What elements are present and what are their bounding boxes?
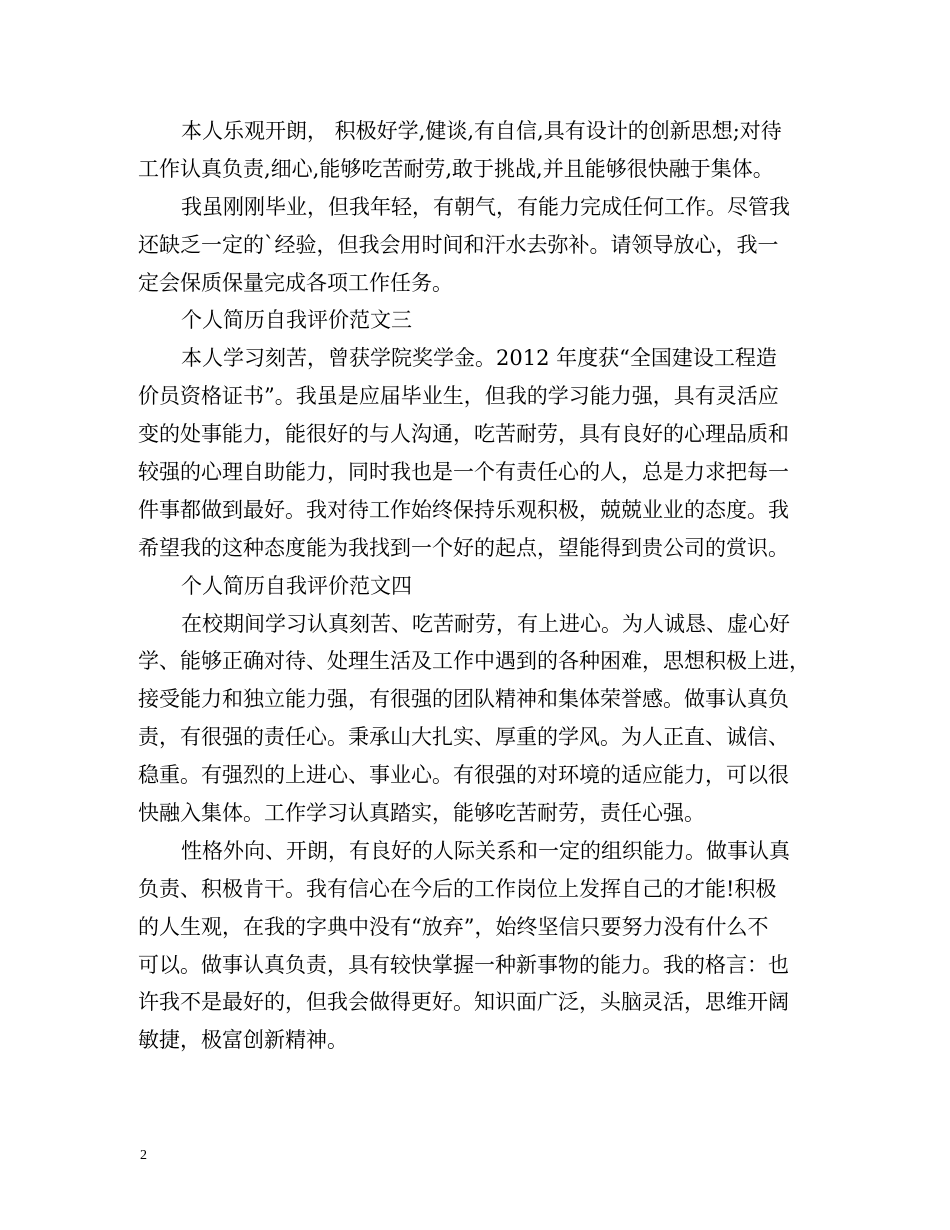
paragraph-line: 学、能够正确对待、处理生活及工作中遇到的各种困难，思想积极上进， [138, 649, 810, 674]
paragraph-line: 本人学习刻苦，曾获学院奖学金。2012 年度获“全国建设工程造 [181, 346, 777, 371]
paragraph-line: 工作认真负责,细心,能够吃苦耐劳,敢于挑战,并且能够很快融于集体。 [138, 156, 774, 181]
section-heading: 个人简历自我评价范文三 [181, 308, 412, 333]
paragraph-line: 可以。做事认真负责，具有较快掌握一种新事物的能力。我的格言：也 [138, 952, 789, 977]
paragraph-line: 敏捷，极富创新精神。 [138, 1028, 348, 1053]
page-number: 2 [140, 1148, 147, 1163]
paragraph-line: 的人生观，在我的字典中没有“放弃”，始终坚信只要努力没有什么不 [138, 914, 769, 939]
paragraph-line: 本人乐观开朗， 积极好学,健谈,有自信,具有设计的创新思想;对待 [181, 119, 782, 143]
paragraph-line: 接受能力和独立能力强，有很强的团队精神和集体荣誉感。做事认真负 [138, 687, 789, 712]
paragraph-line: 我虽刚刚毕业，但我年轻，有朝气，有能力完成任何工作。尽管我 [181, 194, 790, 219]
paragraph-line: 定会保质保量完成各项工作任务。 [138, 270, 453, 295]
paragraph-line: 件事都做到最好。我对待工作始终保持乐观积极，兢兢业业的态度。我 [138, 497, 789, 522]
paragraph-line: 责，有很强的责任心。秉承山大扎实、厚重的学风。为人正直、诚信、 [138, 725, 789, 750]
paragraph-line: 许我不是最好的，但我会做得更好。知识面广泛，头脑灵活，思维开阔 [138, 990, 789, 1015]
paragraph-line: 负责、积极肯干。我有信心在今后的工作岗位上发挥自己的才能!积极 [138, 876, 777, 901]
paragraph-line: 变的处事能力，能很好的与人沟通，吃苦耐劳，具有良好的心理品质和 [138, 422, 789, 447]
paragraph-line: 快融入集体。工作学习认真踏实，能够吃苦耐劳，责任心强。 [138, 801, 705, 826]
document-body [138, 113, 818, 1060]
paragraph-line: 性格外向、开朗，有良好的人际关系和一定的组织能力。做事认真 [181, 838, 790, 863]
section-heading: 个人简历自我评价范文四 [181, 573, 412, 598]
paragraph-line: 稳重。有强烈的上进心、事业心。有很强的对环境的适应能力，可以很 [138, 763, 789, 788]
paragraph-line: 较强的心理自助能力，同时我也是一个有责任心的人，总是力求把每一 [138, 460, 789, 485]
paragraph-line: 在校期间学习认真刻苦、吃苦耐劳，有上进心。为人诚恳、虚心好 [181, 611, 790, 636]
paragraph-line: 价员资格证书”。我虽是应届毕业生，但我的学习能力强，具有灵活应 [138, 384, 779, 409]
paragraph-line: 希望我的这种态度能为我找到一个好的起点，望能得到贵公司的赏识。 [138, 535, 789, 560]
paragraph-line: 还缺乏一定的`经验，但我会用时间和汗水去弥补。请领导放心，我一 [138, 232, 779, 257]
